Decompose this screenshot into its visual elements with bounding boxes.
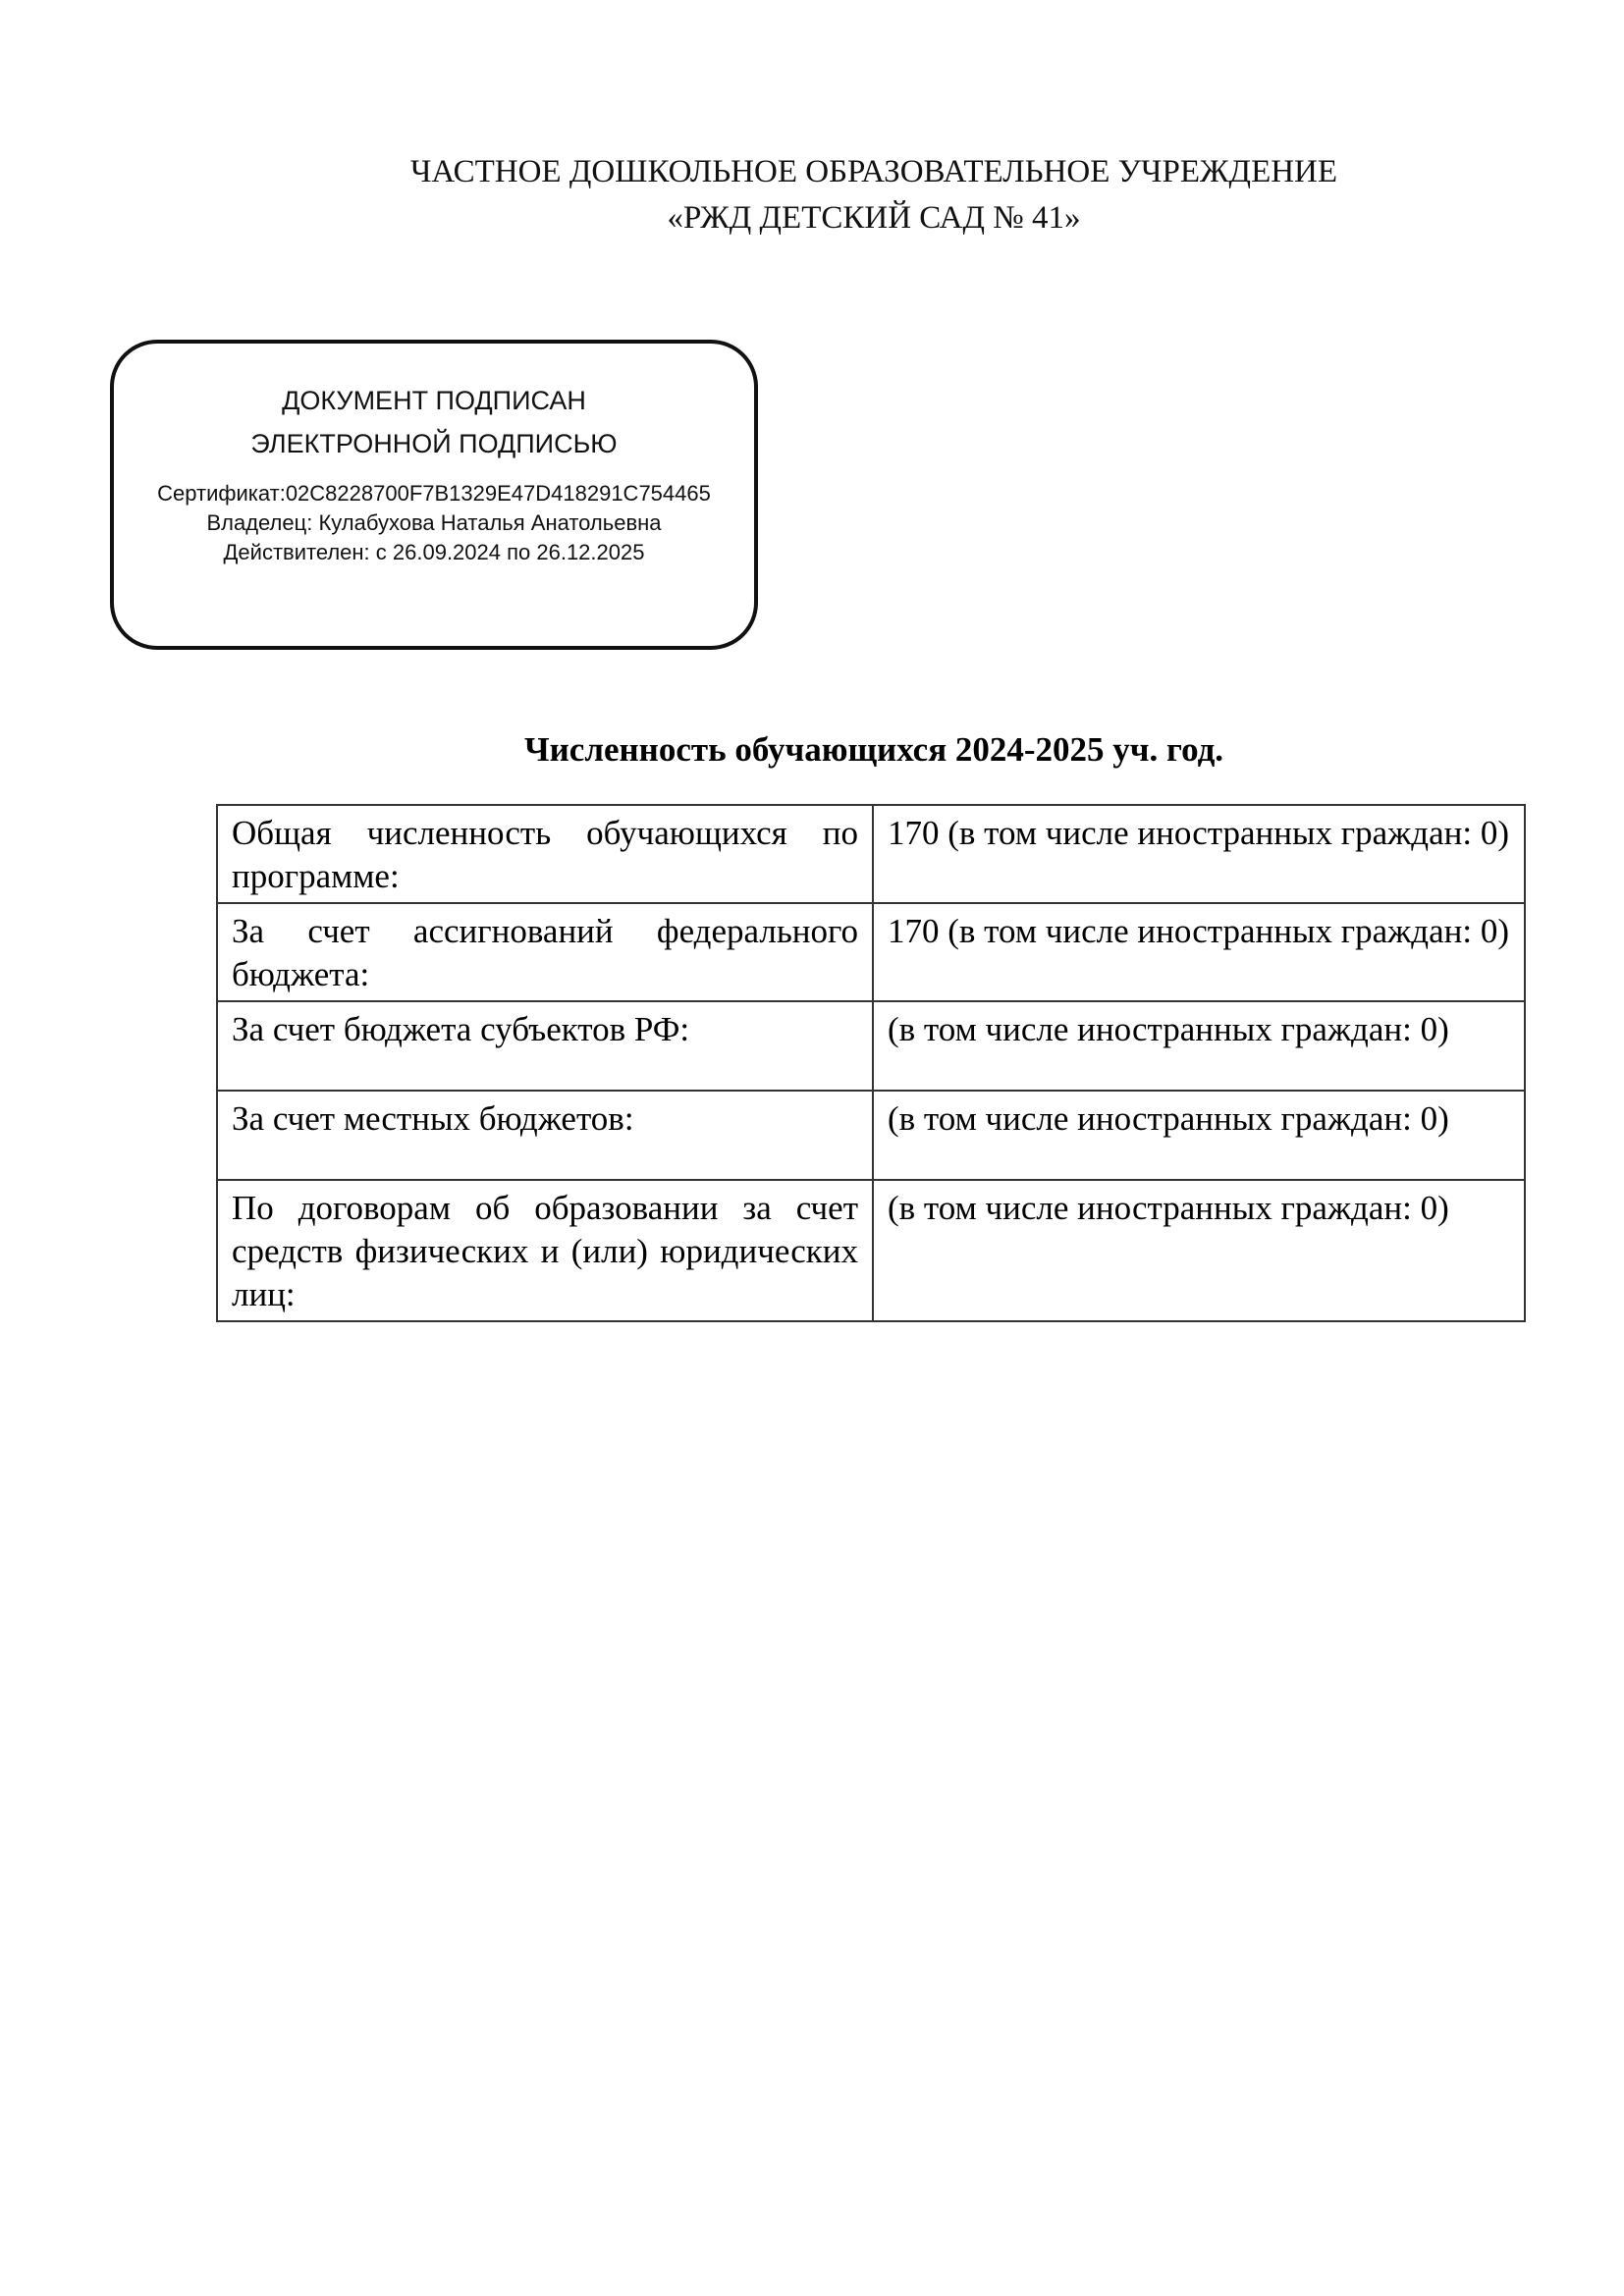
electronic-signature-stamp xyxy=(110,340,758,650)
table-row-label: За счет ассигнований федерального бюджета: xyxy=(217,903,873,1001)
organization-header-line-1: ЧАСТНОЕ ДОШКОЛЬНОЕ ОБРАЗОВАТЕЛЬНОЕ УЧРЕЖДЕНИЕ xyxy=(409,154,1338,189)
table-row-value: 170 (в том числе иностранных граждан: 0) xyxy=(873,805,1525,903)
stamp-owner: Владелец: Кулабухова Наталья Анатольевна xyxy=(206,510,662,535)
organization-header xyxy=(295,149,1453,241)
stamp-certificate: Сертификат:02C8228700F7B1329E47D418291C754465 xyxy=(157,481,711,506)
table-row xyxy=(217,903,1525,1001)
student-count-table xyxy=(216,804,1526,1322)
table-row-label: За счет местных бюджетов: xyxy=(217,1091,873,1180)
table-row xyxy=(217,1091,1525,1180)
document-title: Численность обучающихся 2024-2025 уч. год. xyxy=(523,730,1224,769)
table-row xyxy=(217,1001,1525,1091)
stamp-title-line-2: ЭЛЕКТРОННОЙ ПОДПИСЬЮ xyxy=(250,429,618,458)
table-row-value: 170 (в том числе иностранных граждан: 0) xyxy=(873,903,1525,1001)
stamp-validity: Действителен: с 26.09.2024 по 26.12.2025 xyxy=(223,540,645,564)
organization-header-line-2: «РЖД ДЕТСКИЙ САД № 41» xyxy=(667,200,1081,236)
table-row xyxy=(217,1180,1525,1321)
table-row xyxy=(217,805,1525,903)
table-row-value: (в том числе иностранных граждан: 0) xyxy=(873,1091,1525,1180)
table-row-value: (в том числе иностранных граждан: 0) xyxy=(873,1001,1525,1091)
table-row-label: За счет бюджета субъектов РФ: xyxy=(217,1001,873,1091)
stamp-title-line-1: ДОКУМЕНТ ПОДПИСАН xyxy=(282,386,586,415)
table-row-label: Общая численность обучающихся по программе: xyxy=(217,805,873,903)
stamp-details xyxy=(114,479,754,567)
table-row-label: По договорам об образовании за счет средств физических и (или) юридических лиц: xyxy=(217,1180,873,1321)
stamp-title xyxy=(114,379,754,465)
table-row-value: (в том числе иностранных граждан: 0) xyxy=(873,1180,1525,1321)
